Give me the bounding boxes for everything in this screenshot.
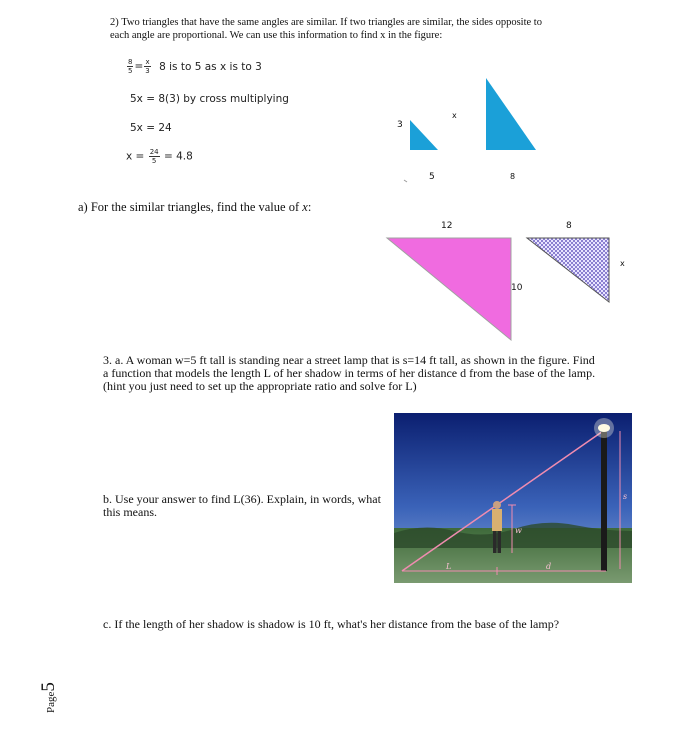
problem-3c-text: c. If the length of her shadow is shadow is 10 ft, what's her distance from the base of the lamp? <box>103 617 560 631</box>
step-ratio: $\frac{8}{5}$ = $\frac{x}{3}$ 8 is to 5 as x is to 3 <box>128 58 262 75</box>
large-triangle-base-label: 8 <box>510 172 516 181</box>
checker-top-label: 8 <box>566 221 572 231</box>
pink-side-label: 10 <box>511 283 523 293</box>
step-cross-multiply: 5x = 8(3) by cross multiplying <box>130 93 289 105</box>
large-triangle-side-label: x <box>452 111 457 120</box>
problem-2-text <box>110 16 560 42</box>
small-triangle-base-label: 5 <box>429 172 435 182</box>
problem-3b-text: b. Use your answer to find L(36). Explain, in words, what this means. <box>103 492 381 519</box>
fraction-x-over-3: $\frac{x}{3}$ <box>145 58 150 75</box>
ratio-words: 8 is to 5 as x is to 3 <box>159 60 262 73</box>
problem-2-number: 2) <box>110 17 119 28</box>
blue-triangles-figure <box>390 68 540 188</box>
small-blue-triangle <box>410 120 438 150</box>
part-a-prompt: a) For the similar triangles, find the value of x: <box>78 200 312 214</box>
L-label: L <box>446 562 452 571</box>
lamp-post <box>601 431 607 571</box>
stray-mark <box>404 180 407 182</box>
street-lamp-image <box>394 413 632 583</box>
checker-side-label: x <box>620 259 625 268</box>
fraction-8-over-5: $\frac{8}{5}$ <box>128 58 133 75</box>
step-result: x = $\frac{24}{5}$ = 4.8 <box>126 148 193 165</box>
lamp-glow <box>594 418 614 438</box>
s-label: s <box>623 492 628 501</box>
small-triangle-side-label: 3 <box>397 120 403 130</box>
problem-3a-text: 3. a. A woman w=5 ft tall is standing near a street lamp that is s=14 ft tall, as shown in the figure. Find a function that models the length L of her shadow in terms of her distance d from the base of the lamp. (hint you just need to set up the appropriate ratio and solve for L) <box>103 353 596 393</box>
pink-top-label: 12 <box>441 221 453 231</box>
pink-triangle <box>387 238 511 340</box>
large-blue-triangle <box>486 78 536 150</box>
similar-triangles-figure <box>385 230 625 342</box>
step-simplified: 5x = 24 <box>130 122 172 134</box>
w-label: w <box>515 526 522 535</box>
page-number-label: Page5 <box>38 682 59 713</box>
problem-2-body: Two triangles that have the same angles are similar. If two triangles are similar, the sides opposite to each angle are proportional. We can use this information to find x in the figure: <box>110 17 542 41</box>
fraction-24-over-5: $\frac{24}{5}$ <box>149 148 159 165</box>
checkered-triangle <box>527 238 609 302</box>
d-label: d <box>546 562 552 571</box>
